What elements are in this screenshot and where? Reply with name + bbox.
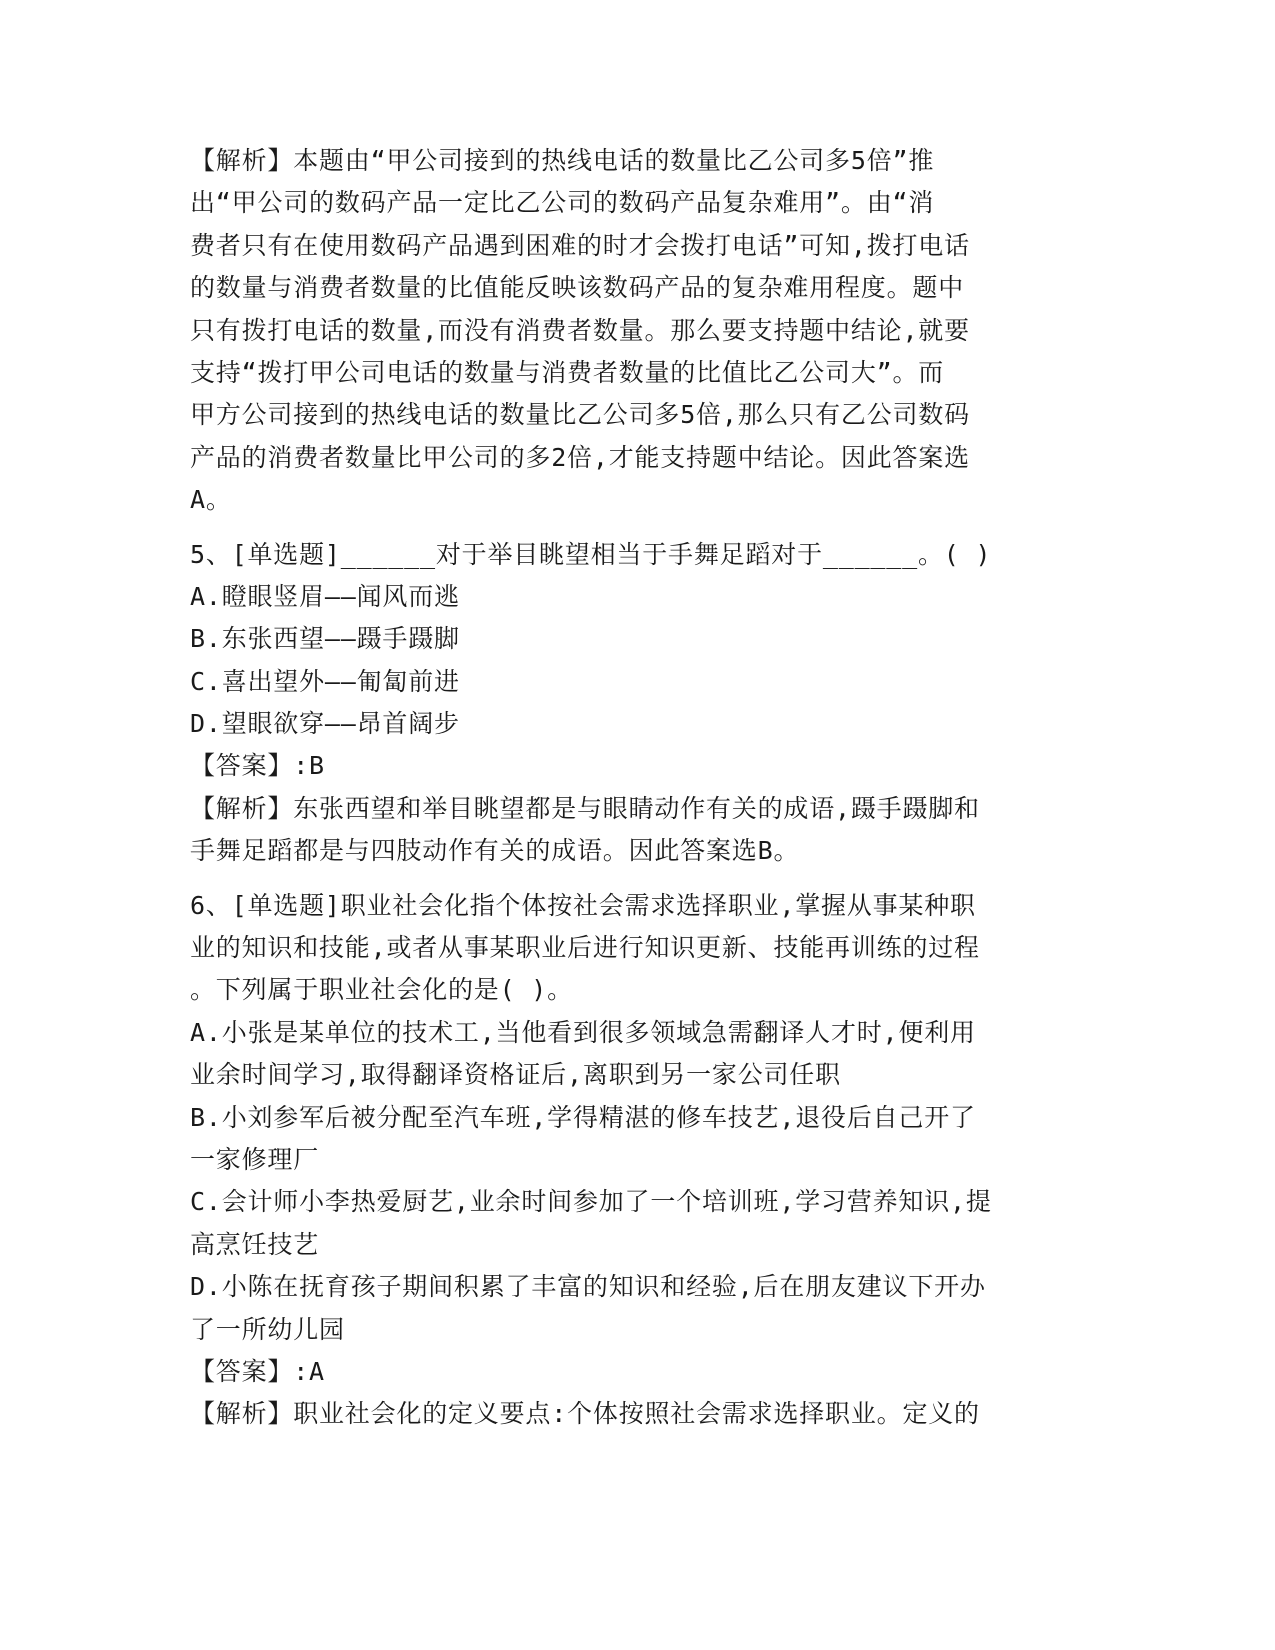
- question-stem: 5、[单选题]______对于举目眺望相当于手舞足蹈对于______。( ): [190, 539, 992, 569]
- option-d: 了一所幼儿园: [190, 1314, 345, 1344]
- option-c: 高烹饪技艺: [190, 1229, 320, 1259]
- option-a: 业余时间学习,取得翻译资格证后,离职到另一家公司任职: [190, 1060, 841, 1090]
- answer-line: 【答案】:B: [190, 751, 325, 781]
- text-line: 支持“拨打甲公司电话的数量与消费者数量的比值比乙公司大”。而: [190, 357, 945, 387]
- question-6: [190, 885, 1090, 1436]
- text-line: A。: [190, 485, 232, 515]
- option-c: C.喜出望外——匍匐前进: [190, 666, 460, 696]
- question-stem: 6、[单选题]职业社会化指个体按社会需求选择职业,掌握从事某种职: [190, 890, 976, 920]
- answer-line: 【答案】:A: [190, 1356, 325, 1386]
- option-d: D.小陈在抚育孩子期间积累了丰富的知识和经验,后在朋友建议下开办: [190, 1272, 986, 1302]
- option-b: B.小刘参军后被分配至汽车班,学得精湛的修车技艺,退役后自己开了: [190, 1102, 976, 1132]
- option-d: D.望眼欲穿——昂首阔步: [190, 709, 460, 739]
- option-a: A.瞪眼竖眉——闻风而逃: [190, 581, 460, 611]
- document-page: [190, 140, 1090, 1436]
- option-a: A.小张是某单位的技术工,当他看到很多领域急需翻译人才时,便利用: [190, 1017, 976, 1047]
- text-line: 产品的消费者数量比甲公司的多2倍,才能支持题中结论。因此答案选: [190, 442, 970, 472]
- analysis-line: 【解析】职业社会化的定义要点:个体按照社会需求选择职业。定义的: [190, 1399, 980, 1429]
- text-line: 费者只有在使用数码产品遇到困难的时才会拨打电话”可知,拨打电话: [190, 230, 970, 260]
- text-line: 甲方公司接到的热线电话的数量比乙公司多5倍,那么只有乙公司数码: [190, 400, 970, 430]
- text-line: 只有拨打电话的数量,而没有消费者数量。那么要支持题中结论,就要: [190, 315, 970, 345]
- text-line: 【解析】本题由“甲公司接到的热线电话的数量比乙公司多5倍”推: [190, 146, 935, 175]
- analysis-line: 手舞足蹈都是与四肢动作有关的成语。因此答案选B。: [190, 836, 800, 866]
- analysis-line: 【解析】东张西望和举目眺望都是与眼睛动作有关的成语,蹑手蹑脚和: [190, 793, 980, 823]
- text-line: 的数量与消费者数量的比值能反映该数码产品的复杂难用程度。题中: [190, 273, 965, 303]
- option-b: 一家修理厂: [190, 1144, 320, 1174]
- question-5: [190, 534, 1090, 873]
- text-line: 出“甲公司的数码产品一定比乙公司的数码产品复杂难用”。由“消: [190, 188, 935, 218]
- option-c: C.会计师小李热爱厨艺,业余时间参加了一个培训班,学习营养知识,提: [190, 1187, 992, 1217]
- question-stem: 。下列属于职业社会化的是( )。: [190, 975, 573, 1005]
- question-stem: 业的知识和技能,或者从事某职业后进行知识更新、技能再训练的过程: [190, 933, 980, 963]
- option-b: B.东张西望——蹑手蹑脚: [190, 624, 460, 654]
- analysis-block-q4: [190, 140, 1090, 522]
